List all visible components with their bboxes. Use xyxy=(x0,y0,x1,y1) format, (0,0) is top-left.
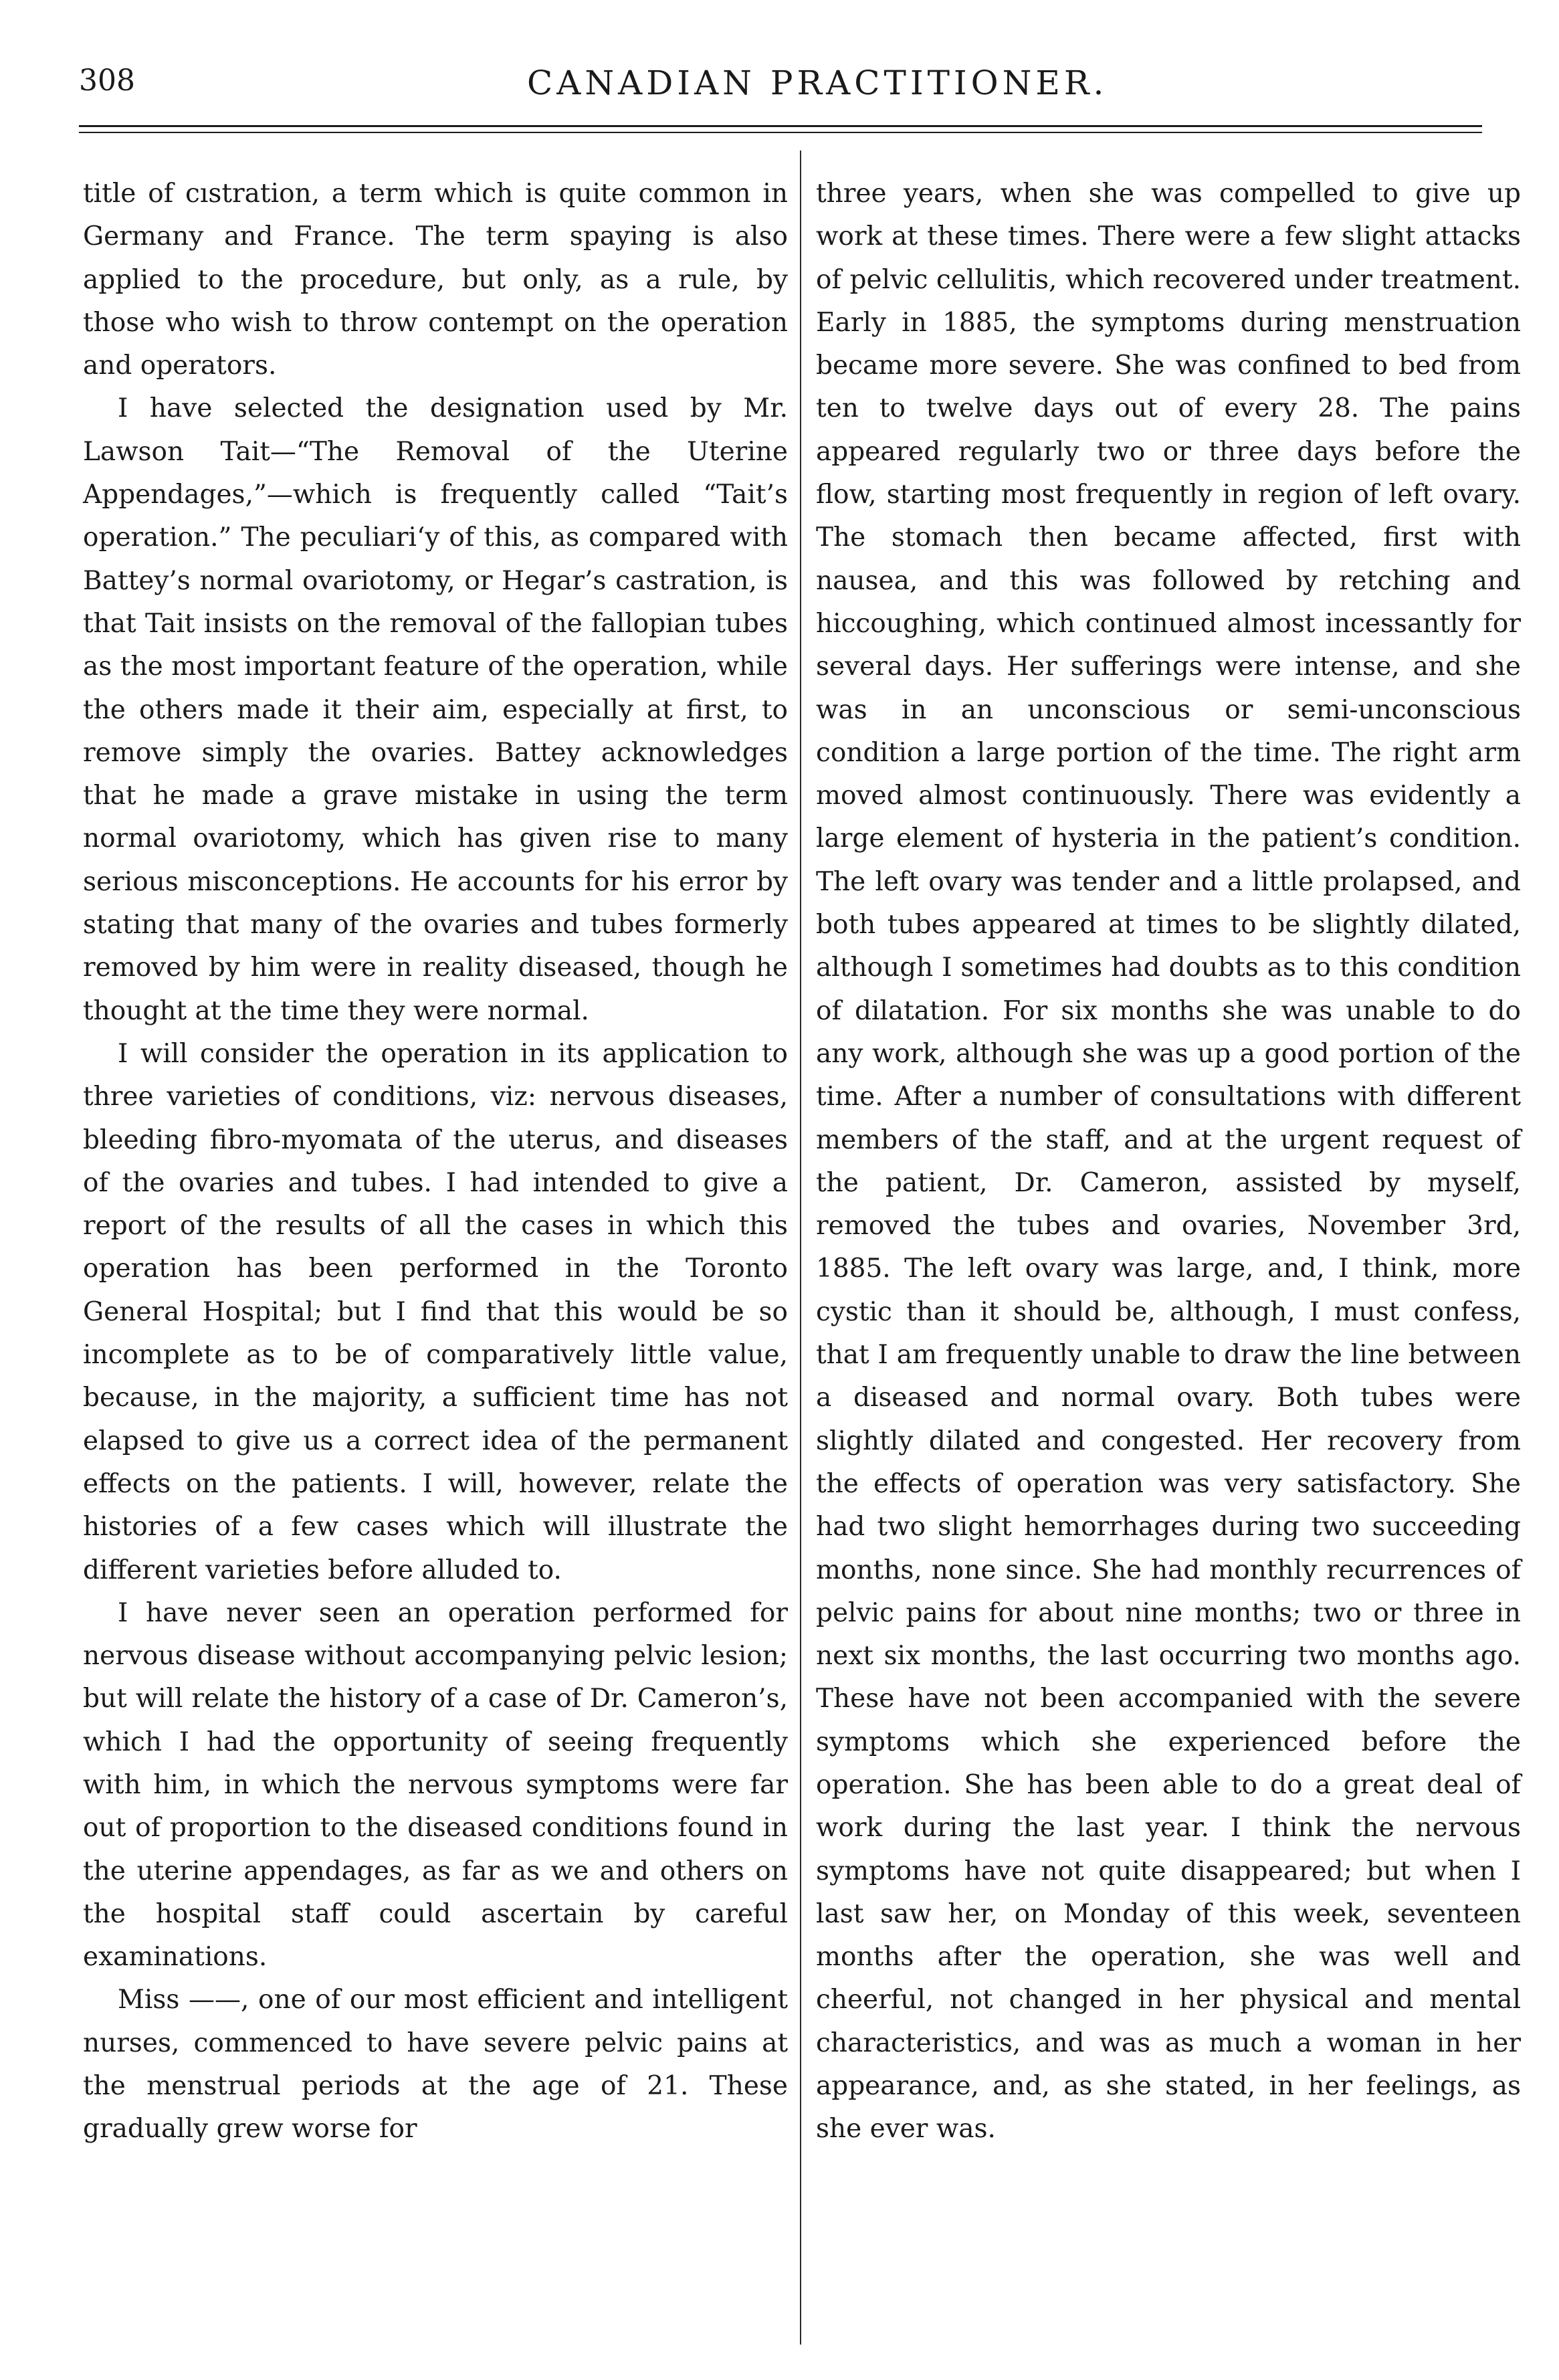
left-column xyxy=(83,173,788,2151)
paragraph: I have never seen an operation performed for nervous disease without accompanying pelvic lesion; but will relate the history of a case of Dr. Cameron’s, which I had the opportunity of seeing frequently with him, in which the nervous symptoms were far out of proportion to the diseased conditions found in the uterine appendages, as far as we and others on the hospital staff could ascertain by careful examinations. xyxy=(83,1597,788,1973)
page-number: 308 xyxy=(79,64,135,98)
paragraph: three years, when she was compelled to give up work at these times. There were a few slight attacks of pelvic cellulitis, which recovered under treatment. Early in 1885, the symptoms during menstruation became more severe. She was confined to bed from ten to twelve days out of every 28. The pains appeared regularly two or three days before the flow, starting most frequently in region of left ovary. The stomach then became affected, first with nausea, and this was followed by retching and hiccoughing, which continued almost incessantly for several days. Her sufferings were intense, and she was in an unconscious or semi-unconscious condition a large portion of the time. The right arm moved almost continuously. There was evidently a large element of hysteria in the patient’s condition. The left ovary was tender and a little prolapsed, and both tubes appeared at times to be slightly dilated, although I sometimes had doubts as to this condition of dilatation. For six months she was unable to do any work, although she was up a good portion of the time. After a number of consultations with different members of the staff, and at the urgent request of the patient, Dr. Cameron, assisted by myself, removed the tubes and ovaries, November 3rd, 1885. The left ovary was large, and, I think, more cystic than it should be, although, I must confess, that I am frequently unable to draw the line between a diseased and normal ovary. Both tubes were slightly dilated and congested. Her recovery from the effects of operation was very satisfactory. She had two slight hemorrhages during two succeeding months, none since. She had monthly recurrences of pelvic pains for about nine months; two or three in next six months, the last occurring two months ago. These have not been accompanied with the severe symptoms which she experienced before the operation. She has been able to do a great deal of work during the last year. I think the nervous symptoms have not quite disappeared; but when I last saw her, on Monday of this week, seventeen months after the operation, she was well and cheerful, not changed in her physical and mental characteristics, and was as much a woman in her appearance, and, as she stated, in her feelings, as she ever was. xyxy=(816,179,1521,2145)
header-rule xyxy=(79,125,1482,127)
paragraph: title of cıstration, a term which is quite common in Germany and France. The term spaying is also applied to the procedure, but only, as a rule, by those who wish to throw contempt on the operation and operators. xyxy=(83,179,788,381)
paragraph: Miss ——, one of our most efficient and intelligent nurses, commenced to have severe pelvic pains at the menstrual periods at the age of 21. These gradually grew worse for xyxy=(83,1985,788,2145)
journal-title: CANADIAN PRACTITIONER. xyxy=(527,64,1108,102)
column-divider xyxy=(800,151,801,2345)
right-column xyxy=(816,173,1521,2151)
header-rule-secondary xyxy=(79,132,1482,133)
paragraph: I have selected the designation used by Mr. Lawson Tait—“The Removal of the Uterine Appendages,”—which is frequently called “Tait’s operation.” The peculiariʻy of this, as compared with Battey’s normal ovariotomy, or Hegar’s castration, is that Tait insists on the removal of the fallopian tubes as the most important feature of the operation, while the others made it their aim, especially at first, to remove simply the ovaries. Battey acknowledges that he made a grave mistake in using the term normal ovariotomy, which has given rise to many serious misconceptions. He accounts for his error by stating that many of the ovaries and tubes formerly removed by him were in reality diseased, though he thought at the time they were normal. xyxy=(83,393,788,1026)
running-head xyxy=(79,64,1483,110)
paragraph: I will consider the operation in its application to three varieties of conditions, viz: nervous diseases, bleeding fibro-myomata of the uterus, and diseases of the ovaries and tubes. I had intended to give a report of the results of all the cases in which this operation has been performed in the Toronto General Hospital; but I find that this would be so incomplete as to be of comparatively little value, because, in the majority, a sufficient time has not elapsed to give us a correct idea of the permanent effects on the patients. I will, however, relate the histories of a few cases which will illustrate the different varieties before alluded to. xyxy=(83,1038,788,1585)
